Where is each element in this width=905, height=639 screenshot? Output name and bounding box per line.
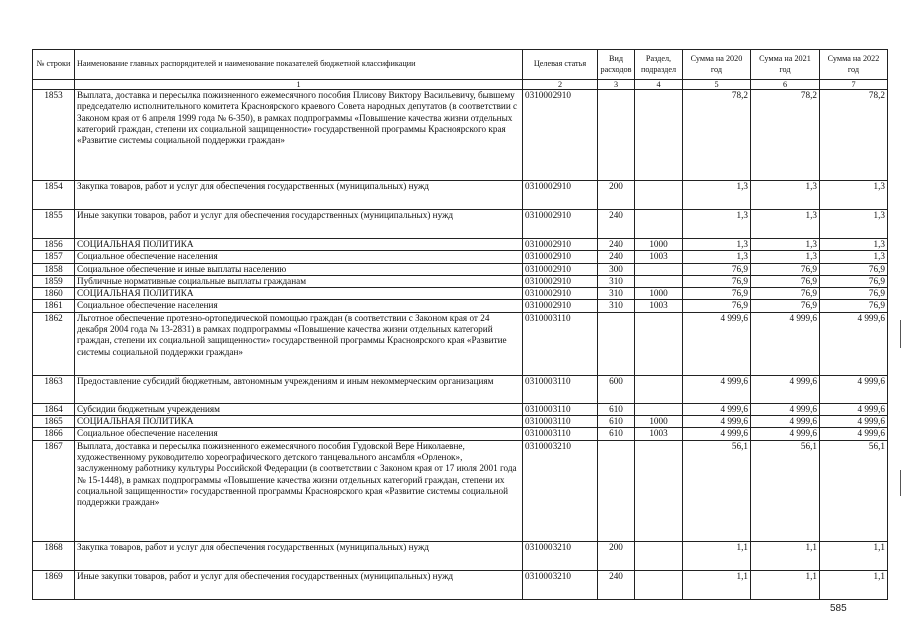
row-name: Закупка товаров, работ и услуг для обеспечения государственных (муниципальных) нужд xyxy=(75,541,523,570)
row-expense-type: 240 xyxy=(598,251,635,263)
row-section xyxy=(635,210,683,239)
row-name: Социальное обеспечение населения xyxy=(75,300,523,312)
row-section: 1000 xyxy=(635,416,683,428)
row-number: 1866 xyxy=(33,428,75,440)
header-row xyxy=(33,50,888,80)
row-expense-type xyxy=(598,440,635,541)
row-section xyxy=(635,275,683,287)
row-target-article: 0310003110 xyxy=(523,312,598,375)
column-number-row xyxy=(33,80,888,90)
row-number: 1856 xyxy=(33,239,75,251)
header-sum-2020: Сумма на 2020 год xyxy=(683,50,751,80)
row-name: СОЦИАЛЬНАЯ ПОЛИТИКА xyxy=(75,239,523,251)
row-name: Выплата, доставка и пересылка пожизненного ежемесячного пособия Гудовской Вере Николаевне, художественному руководителю хореографического детского танцевального ансамбля «Орленок», заслуженному работнику культуры Российской Федерации (в соответствии с Законом края от 17 июля 2001 года № 15-1448), в рамках подпрограммы «Повышение качества жизни отдельных категорий граждан, степени их социальной защищенности» государственной программы Красноярского края «Развитие системы социальной поддержки граждан» xyxy=(75,440,523,541)
row-section xyxy=(635,541,683,570)
row-name: Публичные нормативные социальные выплаты гражданам xyxy=(75,275,523,287)
row-expense-type: 610 xyxy=(598,403,635,415)
row-sum-2021: 1,3 xyxy=(751,181,820,210)
row-target-article: 0310003210 xyxy=(523,541,598,570)
row-sum-2021: 76,9 xyxy=(751,288,820,300)
row-name: СОЦИАЛЬНАЯ ПОЛИТИКА xyxy=(75,416,523,428)
table-row xyxy=(33,288,888,300)
row-number: 1869 xyxy=(33,570,75,599)
row-sum-2021: 4 999,6 xyxy=(751,416,820,428)
row-expense-type: 200 xyxy=(598,541,635,570)
row-section xyxy=(635,570,683,599)
row-sum-2022: 76,9 xyxy=(820,263,888,275)
row-target-article: 0310002910 xyxy=(523,263,598,275)
row-section xyxy=(635,312,683,375)
row-target-article: 0310002910 xyxy=(523,181,598,210)
row-sum-2022: 4 999,6 xyxy=(820,403,888,415)
header-target-article: Целевая статья xyxy=(523,50,598,80)
row-sum-2021: 1,3 xyxy=(751,239,820,251)
row-section xyxy=(635,90,683,181)
row-expense-type: 240 xyxy=(598,239,635,251)
row-target-article: 0310003210 xyxy=(523,440,598,541)
row-expense-type: 310 xyxy=(598,288,635,300)
column-number: 7 xyxy=(820,80,888,90)
row-expense-type: 200 xyxy=(598,181,635,210)
row-expense-type: 240 xyxy=(598,570,635,599)
row-number: 1863 xyxy=(33,375,75,403)
row-sum-2020: 76,9 xyxy=(683,288,751,300)
row-section xyxy=(635,263,683,275)
table-row xyxy=(33,375,888,403)
table-row xyxy=(33,570,888,599)
row-name: СОЦИАЛЬНАЯ ПОЛИТИКА xyxy=(75,288,523,300)
row-name: Предоставление субсидий бюджетным, автономным учреждениям и иным некоммерческим организациям xyxy=(75,375,523,403)
row-sum-2020: 4 999,6 xyxy=(683,403,751,415)
row-section: 1003 xyxy=(635,428,683,440)
row-expense-type xyxy=(598,312,635,375)
row-number: 1859 xyxy=(33,275,75,287)
row-number: 1862 xyxy=(33,312,75,375)
row-target-article: 0310002910 xyxy=(523,251,598,263)
row-sum-2020: 4 999,6 xyxy=(683,428,751,440)
budget-table xyxy=(32,49,888,600)
row-sum-2020: 1,3 xyxy=(683,210,751,239)
row-sum-2020: 76,9 xyxy=(683,263,751,275)
row-target-article: 0310002910 xyxy=(523,239,598,251)
row-sum-2022: 4 999,6 xyxy=(820,428,888,440)
row-target-article: 0310003110 xyxy=(523,416,598,428)
column-number: 3 xyxy=(598,80,635,90)
margin-mark xyxy=(900,470,901,496)
row-target-article: 0310003110 xyxy=(523,428,598,440)
row-sum-2022: 4 999,6 xyxy=(820,375,888,403)
row-sum-2021: 1,1 xyxy=(751,570,820,599)
row-sum-2021: 76,9 xyxy=(751,263,820,275)
column-number: 5 xyxy=(683,80,751,90)
row-sum-2021: 78,2 xyxy=(751,90,820,181)
row-number: 1868 xyxy=(33,541,75,570)
header-row-number: № строки xyxy=(33,50,75,80)
row-sum-2020: 4 999,6 xyxy=(683,416,751,428)
row-target-article: 0310003210 xyxy=(523,570,598,599)
header-name: Наименование главных распорядителей и наименование показателей бюджетной классификации xyxy=(75,50,523,80)
row-name: Иные закупки товаров, работ и услуг для обеспечения государственных (муниципальных) нужд xyxy=(75,570,523,599)
row-sum-2021: 1,3 xyxy=(751,251,820,263)
row-name: Социальное обеспечение населения xyxy=(75,428,523,440)
row-section xyxy=(635,403,683,415)
row-sum-2020: 1,1 xyxy=(683,541,751,570)
margin-mark xyxy=(900,320,901,348)
row-sum-2021: 56,1 xyxy=(751,440,820,541)
row-sum-2020: 1,3 xyxy=(683,181,751,210)
row-sum-2022: 4 999,6 xyxy=(820,312,888,375)
column-number: 6 xyxy=(751,80,820,90)
table-row xyxy=(33,275,888,287)
table-row xyxy=(33,90,888,181)
row-number: 1853 xyxy=(33,90,75,181)
row-sum-2022: 76,9 xyxy=(820,275,888,287)
row-name: Социальное обеспечение и иные выплаты населению xyxy=(75,263,523,275)
row-sum-2020: 4 999,6 xyxy=(683,375,751,403)
row-expense-type xyxy=(598,90,635,181)
row-section xyxy=(635,181,683,210)
row-name: Социальное обеспечение населения xyxy=(75,251,523,263)
row-section: 1003 xyxy=(635,251,683,263)
table-row xyxy=(33,239,888,251)
column-number: 2 xyxy=(523,80,598,90)
row-target-article: 0310002910 xyxy=(523,90,598,181)
row-target-article: 0310002910 xyxy=(523,288,598,300)
row-sum-2021: 76,9 xyxy=(751,300,820,312)
row-expense-type: 310 xyxy=(598,300,635,312)
row-expense-type: 600 xyxy=(598,375,635,403)
row-expense-type: 610 xyxy=(598,416,635,428)
header-expense-type: Вид расходов xyxy=(598,50,635,80)
row-sum-2022: 1,3 xyxy=(820,181,888,210)
row-sum-2020: 76,9 xyxy=(683,300,751,312)
table-row xyxy=(33,263,888,275)
row-number: 1858 xyxy=(33,263,75,275)
row-expense-type: 300 xyxy=(598,263,635,275)
row-target-article: 0310002910 xyxy=(523,210,598,239)
header-section: Раздел, подраздел xyxy=(635,50,683,80)
column-number: 4 xyxy=(635,80,683,90)
page-number: 585 xyxy=(830,603,847,614)
row-expense-type: 310 xyxy=(598,275,635,287)
row-sum-2021: 1,3 xyxy=(751,210,820,239)
header-sum-2021: Сумма на 2021 год xyxy=(751,50,820,80)
table-row xyxy=(33,541,888,570)
row-number: 1864 xyxy=(33,403,75,415)
row-target-article: 0310002910 xyxy=(523,275,598,287)
table-row xyxy=(33,416,888,428)
table-row xyxy=(33,210,888,239)
row-number: 1867 xyxy=(33,440,75,541)
table-row xyxy=(33,403,888,415)
column-number xyxy=(33,80,75,90)
row-number: 1855 xyxy=(33,210,75,239)
row-sum-2020: 56,1 xyxy=(683,440,751,541)
row-target-article: 0310003110 xyxy=(523,403,598,415)
row-section: 1000 xyxy=(635,239,683,251)
row-sum-2020: 1,3 xyxy=(683,239,751,251)
row-sum-2022: 1,1 xyxy=(820,570,888,599)
row-number: 1860 xyxy=(33,288,75,300)
row-expense-type: 240 xyxy=(598,210,635,239)
row-target-article: 0310002910 xyxy=(523,300,598,312)
row-name: Выплата, доставка и пересылка пожизненного ежемесячного пособия Плисову Виктору Васильевичу, бывшему председателю исполнительного комитета Красноярского краевого Совета народных депутатов (в соответствии с Законом края от 6 апреля 1999 года № 6-350), в рамках подпрограммы «Повышение качества жизни отдельных категорий граждан, степени их социальной защищенности» государственной программы Красноярского края «Развитие системы социальной поддержки граждан» xyxy=(75,90,523,181)
table-row xyxy=(33,428,888,440)
row-sum-2021: 4 999,6 xyxy=(751,312,820,375)
row-sum-2021: 1,1 xyxy=(751,541,820,570)
row-section: 1003 xyxy=(635,300,683,312)
row-number: 1861 xyxy=(33,300,75,312)
table-body xyxy=(33,90,888,600)
row-number: 1857 xyxy=(33,251,75,263)
header-sum-2022: Сумма на 2022 год xyxy=(820,50,888,80)
row-sum-2022: 4 999,6 xyxy=(820,416,888,428)
row-section xyxy=(635,375,683,403)
row-sum-2020: 76,9 xyxy=(683,275,751,287)
row-sum-2020: 1,3 xyxy=(683,251,751,263)
row-sum-2022: 56,1 xyxy=(820,440,888,541)
row-sum-2020: 78,2 xyxy=(683,90,751,181)
row-section xyxy=(635,440,683,541)
row-sum-2020: 4 999,6 xyxy=(683,312,751,375)
row-sum-2021: 4 999,6 xyxy=(751,403,820,415)
row-number: 1854 xyxy=(33,181,75,210)
row-name: Иные закупки товаров, работ и услуг для обеспечения государственных (муниципальных) нужд xyxy=(75,210,523,239)
row-sum-2021: 4 999,6 xyxy=(751,428,820,440)
table-row xyxy=(33,440,888,541)
table-row xyxy=(33,312,888,375)
row-sum-2022: 78,2 xyxy=(820,90,888,181)
row-sum-2021: 4 999,6 xyxy=(751,375,820,403)
table-row xyxy=(33,251,888,263)
row-name: Льготное обеспечение протезно-ортопедической помощью граждан (в соответствии с Законом края от 24 декабря 2004 года № 13-2831) в рамках подпрограммы «Повышение качества жизни отдельных категорий граждан, степени их социальной защищенности» государственной программы Красноярского края «Развитие системы социальной поддержки граждан» xyxy=(75,312,523,375)
row-sum-2022: 76,9 xyxy=(820,300,888,312)
row-sum-2022: 1,3 xyxy=(820,239,888,251)
row-name: Субсидии бюджетным учреждениям xyxy=(75,403,523,415)
row-target-article: 0310003110 xyxy=(523,375,598,403)
row-sum-2021: 76,9 xyxy=(751,275,820,287)
row-number: 1865 xyxy=(33,416,75,428)
table-row xyxy=(33,300,888,312)
row-sum-2022: 76,9 xyxy=(820,288,888,300)
row-name: Закупка товаров, работ и услуг для обеспечения государственных (муниципальных) нужд xyxy=(75,181,523,210)
row-sum-2022: 1,1 xyxy=(820,541,888,570)
row-expense-type: 610 xyxy=(598,428,635,440)
column-number: 1 xyxy=(75,80,523,90)
row-section: 1000 xyxy=(635,288,683,300)
row-sum-2022: 1,3 xyxy=(820,251,888,263)
row-sum-2020: 1,1 xyxy=(683,570,751,599)
row-sum-2022: 1,3 xyxy=(820,210,888,239)
table-row xyxy=(33,181,888,210)
